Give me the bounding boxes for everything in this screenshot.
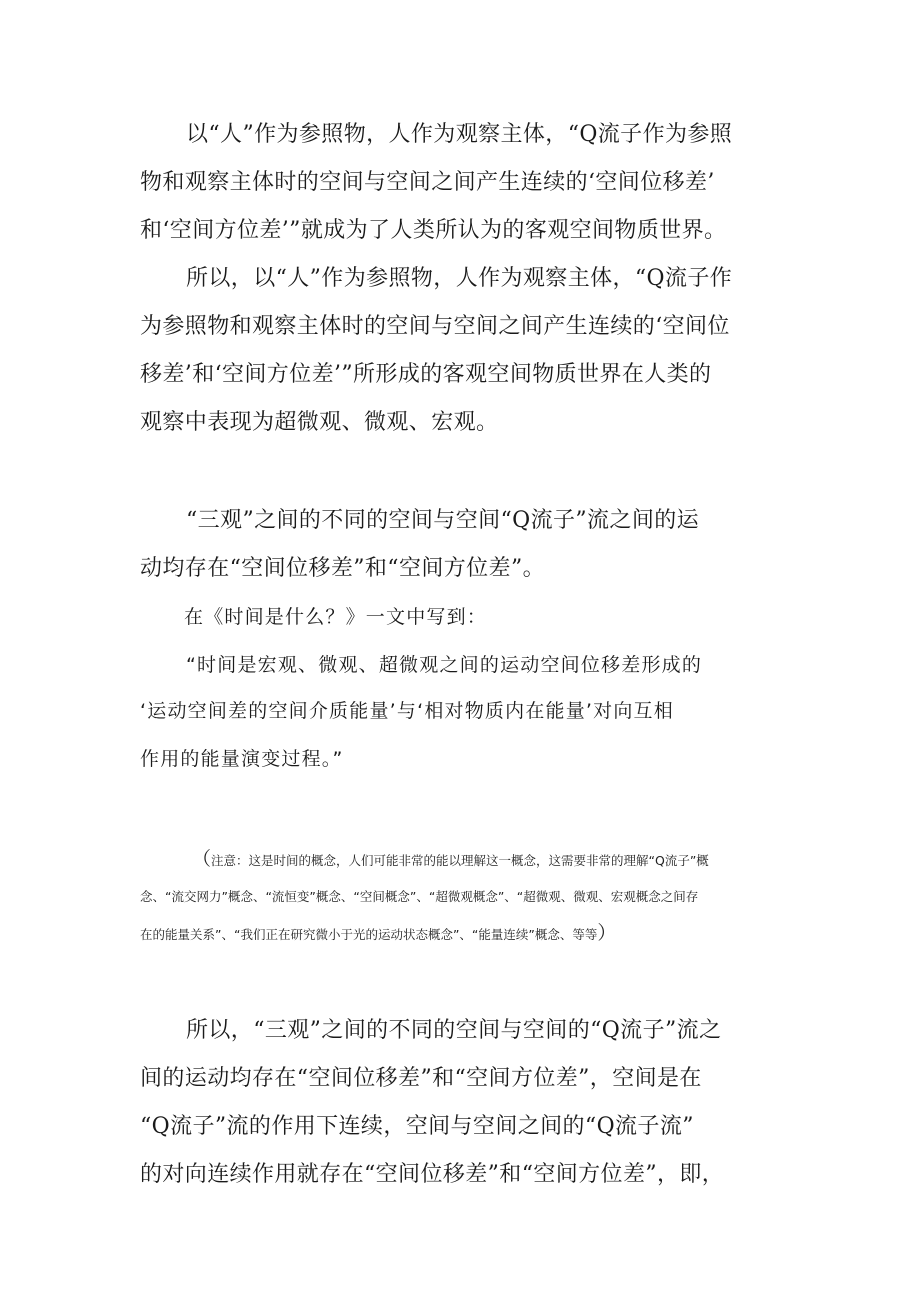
paragraph-3-line-1: “三观”之间的不同的空间与空间“Q流子”流之间的运 bbox=[186, 508, 700, 533]
note-line-3-text: 在的能量关系”、“我们正在研究微小于光的运动状态概念”、“能量连续”概念、等等 bbox=[140, 927, 598, 942]
paragraph-4-line-3: “Q流子”流的作用下连续，空间与空间之间的“Q流子流” bbox=[140, 1114, 694, 1139]
paragraph-4-line-1: 所以，“三观”之间的不同的空间与空间的“Q流子”流之 bbox=[186, 1018, 722, 1043]
paragraph-2-line-1: 所以，以“人”作为参照物，人作为观察主体，“Q流子作 bbox=[186, 266, 733, 291]
quote-line-1: “时间是宏观、微观、超微观之间的运动空间位移差形成的 bbox=[186, 654, 703, 676]
note-open-paren: （ bbox=[192, 848, 212, 870]
quote-line-2: ‘运动空间差的空间介质能量’与‘相对物质内在能量’对向互相 bbox=[140, 700, 674, 722]
paragraph-1-line-2: 物和观察主体时的空间与空间之间产生连续的‘空间位移差’ bbox=[140, 170, 715, 195]
paragraph-2-line-2: 为参照物和观察主体时的空间与空间之间产生连续的‘空间位 bbox=[140, 314, 730, 339]
paragraph-3-line-2: 动均存在“空间位移差”和“空间方位差”。 bbox=[140, 556, 545, 581]
note-line-2: 念、“流交网力”概念、“流恒变”概念、“空间概念”、“超微观概念”、“超微观、微观、宏观概念之间存 bbox=[140, 889, 699, 904]
citation-intro: 在《时间是什么？》一文中写到： bbox=[184, 606, 488, 628]
note-line-3 bbox=[140, 924, 616, 944]
paragraph-4-line-4: 的对向连续作用就存在“空间位移差”和“空间方位差”，即， bbox=[140, 1162, 725, 1187]
paragraph-4-line-2: 间的运动均存在“空间位移差”和“空间方位差”，空间是在 bbox=[140, 1066, 702, 1091]
quote-line-3: 作用的能量演变过程。” bbox=[140, 748, 344, 770]
paragraph-2-line-3: 移差’和‘空间方位差’”所形成的客观空间物质世界在人类的 bbox=[140, 362, 712, 387]
paragraph-1-line-1: 以“人”作为参照物，人作为观察主体，“Q流子作为参照 bbox=[186, 122, 733, 147]
paragraph-1-line-3: 和‘空间方位差’”就成为了人类所认为的客观空间物质世界。 bbox=[140, 218, 727, 243]
note-close-paren: ） bbox=[597, 922, 617, 944]
paragraph-2-line-4: 观察中表现为超微观、微观、宏观。 bbox=[140, 410, 499, 435]
note-line-1 bbox=[192, 850, 709, 870]
note-line-1-text: 注意：这是时间的概念，人们可能非常的能以理解这一概念，这需要非常的理解“Q流子”概 bbox=[211, 853, 709, 868]
